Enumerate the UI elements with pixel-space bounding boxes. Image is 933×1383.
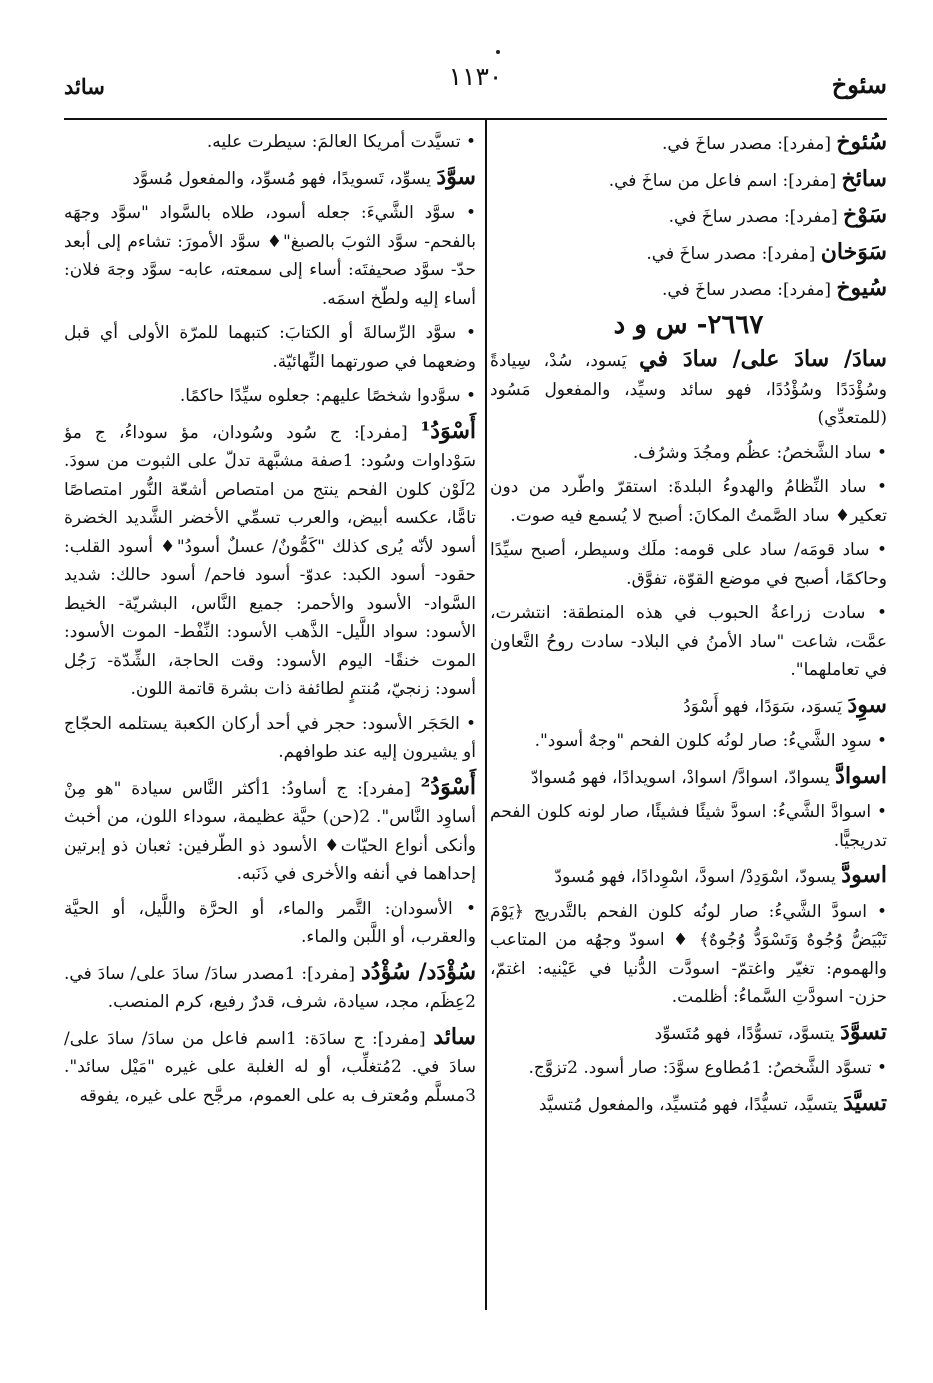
dictionary-entry (64, 417, 476, 704)
headword: اسوادَّ (835, 762, 887, 789)
entry-definition: [مفرد]: ج أساودُ: 1أكثر النَّاس سيادة "هو مِنْ أساوِد النَّاس". 2(حن) حيَّة عظيمة، سوداء اللون، من أخبث وأنكى أنواع الحيّات♦ الأسود ذو الطّرفين: ثعبان ذو إبرتين إحداهما في أنفه والأخرى في ذَنَبه. (64, 778, 476, 884)
headword: أَسْوَدُ¹ (420, 417, 476, 444)
sense-paragraph: • الحَجَر الأسود: حجر في أحد أركان الكعبة يستلمه الحجّاج أو يشيرون إليه عند طوافهم. (64, 713, 476, 762)
headword: سائد (433, 1023, 476, 1050)
dictionary-entry (64, 1023, 476, 1111)
headword: سادَ/ سادَ على/ سادَ في (639, 346, 887, 372)
entry-definition: يتسيَّد، تسيُّدًا، فهو مُتسيِّد، والمفعول مُتسيَّد (538, 1094, 844, 1115)
headword: اسودَّ (841, 862, 887, 888)
entry-definition: يتسوَّد، تسوُّدًا، فهو مُتَسوِّد (654, 1023, 841, 1044)
dictionary-entry (490, 691, 887, 722)
header-last-word: سائد (64, 74, 105, 99)
headword: تسيَّدَ (843, 1089, 887, 1116)
entry-definition: [مفرد]: مصدر ساخَ في. (668, 207, 843, 227)
sense-paragraph: • تسيَّدت أمريكا العالمَ: سيطرت عليه. (206, 132, 476, 152)
sense-paragraph: • تسوَّد الشَّخصُ: 1مُطاوع سوَّدَ: صار أسود. 2تزوَّج. (528, 1058, 887, 1078)
dictionary-entry (64, 163, 476, 194)
entry-definition: يسودّ، اسْوَدِدْ/ اسودَّ، اسْوِدادًا، فهو مُسودّ (554, 867, 842, 887)
headword: سَوْخ (843, 202, 887, 228)
dictionary-entry (490, 128, 887, 159)
headword: سُؤْدَد/ سُؤْدُد (361, 958, 476, 985)
entry-definition: [مفرد]: اسم فاعل من ساخَ في. (608, 170, 842, 191)
ornament-dot (496, 50, 500, 54)
sense-paragraph: • سوَّدوا شخصًا عليهم: جعلوه سيِّدًا حاكمًا. (179, 386, 476, 406)
headword: سوَّدَ (436, 163, 476, 190)
entry-definition: [مفرد]: مصدر ساخَ في. (662, 280, 837, 300)
headword: سائخ (841, 165, 887, 192)
left-column (64, 128, 476, 1116)
sense-paragraph: • سوِد الشَّيءُ: صار لونُه كلون الفحم "وجهٌ أسود". (534, 731, 887, 751)
sense-paragraph: • ساد النِّظامُ والهدوءُ البلدةَ: استقرّ واطّرد من دون تعكير♦ ساد الصَّمتُ المكانَ: أصبح لا يُسمع فيه صوت. (490, 477, 887, 526)
dictionary-entry (490, 1018, 887, 1049)
entry-definition: يسوادّ، اسوادَّ/ اسوادْ، اسويدادًا، فهو مُسوادّ (530, 767, 836, 788)
headword: سَوَخان (820, 238, 887, 265)
dictionary-entry (490, 345, 887, 433)
column-divider (485, 120, 487, 1310)
dictionary-entry (64, 773, 476, 889)
sense-paragraph: • اسودَّ الشَّيءُ: صار لونُه كلون الفحم بالتَّدريج ﴿يَوْمَ تَبْيَضُّ وُجُوهٌ وَتَسْوَدُّ وُجُوهٌ﴾ ♦ اسودّ وجهُه من المتاعب والهموم: تغيّر واغتمّ- اسودَّت الدُّنيا في عَيْنيه: اغتمّ، حزن- اسودَّتِ السَّماءُ: أظلمت. (490, 901, 887, 1007)
dictionary-entry (490, 762, 887, 793)
dictionary-entry (490, 1089, 887, 1120)
dictionary-entry (490, 274, 887, 305)
sense-paragraph: • سادت زراعةُ الحبوب في هذه المنطقة: انتشرت، عمَّت، شاعت "ساد الأمنُ في البلاد- سادت روحُ التَّعاون في تعاملهما". (490, 603, 887, 680)
entry-definition: [مفرد]: مصدر ساخَ في. (646, 243, 821, 264)
entry-definition: [مفرد]: مصدر ساخَ في. (662, 134, 837, 154)
entry-definition: [مفرد]: 1مصدر سادَ/ سادَ على/ سادَ في. 2عِظَم، مجد، سيادة، شرف، قدرٌ رفيع، كرم المنصب. (64, 963, 476, 1012)
entry-definition: يَسوَد، سَوَدًا، فهو أَسْوَدُ (683, 696, 848, 717)
header-first-word: سئوخ (831, 70, 887, 99)
entry-definition: [مفرد]: ج سُود وسُودان، مؤ سوداءُ، ج مؤ سَوْداوات وسُود: 1صفة مشبَّهة تدلّ على الثبوت من سودَ. 2لَوْن كلون الفحم ينتج من امتصاص أشعّة النُّور امتصاصًا تامًّا، عكسه أبيض، والعرب تسمِّي الأخضر الشَّديد الخضرة أسود لأنّه يُرى كذلك "كَمُّونٌ/ عسلٌ أسودُ"♦ أسود القلب: حقود- أسود الكبد: عدوّ- أسود فاحم/ أسود حالك: شديد السَّواد- الأسود والأحمر: جميع النَّاس، البشريّة- الخيط الأسود: سواد اللَّيل- الذَّهب الأسود: النِّفْط- الموت الأسود: الموت خنقًا- اليوم الأسود: وقت الحاجة، الشِّدّة- رَجُل أسود: زنجيّ، مُنتمٍ لطائفة ذات بشرة قاتمة اللون. (64, 422, 476, 699)
sense-paragraph: • ساد الشَّخصُ: عظُم ومجُدَ وشرُف. (632, 442, 887, 463)
dictionary-entry (490, 238, 887, 269)
page-header (64, 62, 887, 102)
headword: سوِدَ (847, 691, 887, 718)
sense-paragraph: • اسوادَّ الشَّيءُ: اسودَّ شيئًا فشيئًا، صار لونه كلون الفحم تدريجيًّا. (490, 802, 887, 851)
page-number (64, 62, 887, 91)
headword: أَسْوَدُ² (420, 773, 476, 800)
page-number-text: ١١٣٠ (448, 62, 503, 91)
sense-paragraph: • سوَّد الرِّسالةَ أو الكتابَ: كتبهما للمرّة الأولى أي قبل وضعهما في صورتهما النِّهائيّة. (64, 323, 476, 372)
root-section-heading: ٢٦٦٧- س و د (613, 309, 764, 340)
entry-definition: يَسود، سُدْ، سِيادةً وسُؤْدَدًا وسُؤْدُدًا، فهو سائد وسيِّد، والمفعول مَسُود (للمتعدِّي) (490, 351, 887, 428)
sense-paragraph: • ساد قومَه/ ساد على قومه: ملَك وسيطر، أصبح سيِّدًا وحاكمًا، أصبح في موضع القوّة، تفوَّق. (490, 540, 887, 589)
dictionary-entry (490, 165, 887, 196)
dictionary-entry (490, 201, 887, 232)
dictionary-entry (490, 861, 887, 892)
right-column (490, 128, 887, 1125)
headword: سُئوخ (836, 129, 887, 155)
sense-paragraph: • سوَّد الشَّيءَ: جعله أسود، طلاه بالسَّواد "سوَّد وجهَه بالفحم- سوَّد الثوبَ بالصبغ"♦ سوَّد الأمورَ: تشاءم إلى أبعد حدّ- سوَّد صحيفتَه: أساء إلى سمعته، عابه- سوَّد وجهَ فلان: أساء إليه ولطّخ اسمَه. (64, 203, 476, 309)
dictionary-entry (64, 958, 476, 1017)
sense-paragraph: • الأسودان: التَّمر والماء، أو الحرَّة واللَّيل، أو الحيَّة والعقرب، أو اللَّبن والماء. (64, 898, 476, 947)
entry-definition: يسوِّد، تَسويدًا، فهو مُسوِّد، والمفعول مُسوَّد (132, 168, 437, 189)
headword: تسوَّدَ (840, 1018, 887, 1045)
entry-definition: [مفرد]: ج سادَة: 1اسم فاعل من سادَ/ سادَ على/ سادَ في. 2مُتغلِّب، أو له الغلبة على غيره "مَيْل سائد". 3مسلَّم ومُعترف به على العموم، مرجَّح على غيره، يفوقه (64, 1028, 476, 1106)
headword: سُيوخ (836, 275, 887, 301)
header-rule (64, 118, 887, 120)
